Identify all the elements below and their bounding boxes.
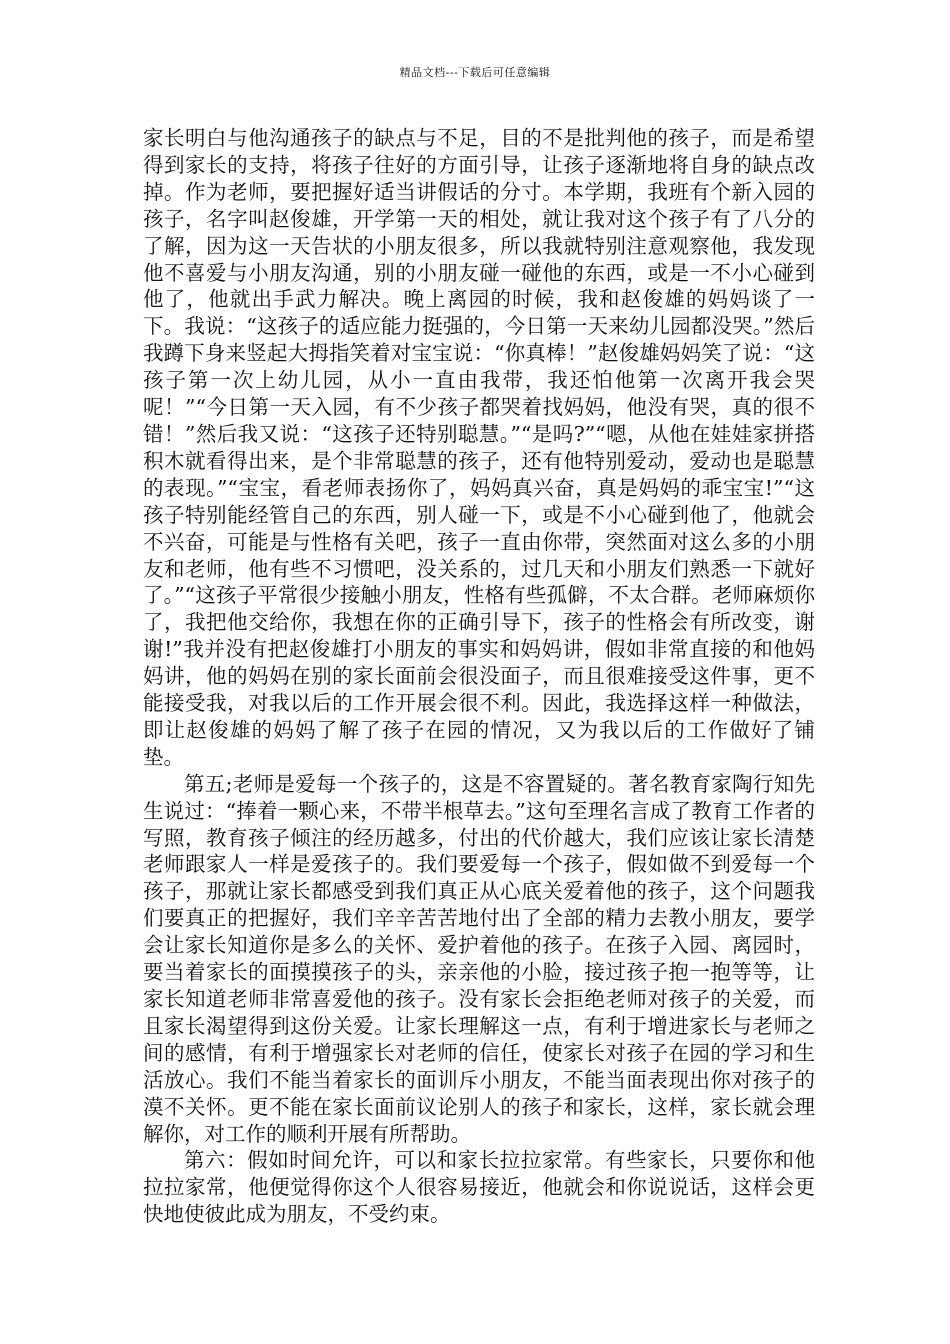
paragraph-fifth-point: 第五;老师是爱每一个孩子的，这是不容置疑的。著名教育家陶行知先生说过：“捧着一颗心来，不带半根草去。”这句至理名言成了教育工作者的写照，教育孩子倾注的经历越多，付出的代价越大，我们应该让家长清楚老师跟家人一样是爱孩子的。我们要爱每一个孩子，假如做不到爱每一个孩子，那就让家长都感受到我们真正从心底关爱着他的孩子，这个问题我们要真正的把握好，我们辛辛苦苦地付出了全部的精力去教小朋友，要学会让家长知道你是多么的关怀、爱护着他的孩子。在孩子入园、离园时，要当着家长的面摸摸孩子的头，亲亲他的小脸，接过孩子抱一抱等等，让家长知道老师非常喜爱他的孩子。没有家长会拒绝老师对孩子的关爱，而且家长渴望得到这份关爱。让家长理解这一点，有利于增进家长与老师之间的感情，有利于增强家长对老师的信任，使家长对孩子在园的学习和生活放心。我们不能当着家长的面训斥小朋友，不能当面表现出你对孩子的漠不关怀。更不能在家长面前议论别人的孩子和家长，这样，家长就会理解你，对工作的顺利开展有所帮助。 [143, 771, 815, 1146]
document-body [143, 125, 815, 1228]
paragraph-parent-communication: 家长明白与他沟通孩子的缺点与不足，目的不是批判他的孩子，而是希望得到家长的支持，将孩子往好的方面引导，让孩子逐渐地将自身的缺点改掉。作为老师，要把握好适当讲假话的分寸。本学期，我班有个新入园的孩子，名字叫赵俊雄，开学第一天的相处，就让我对这个孩子有了八分的了解，因为这一天告状的小朋友很多，所以我就特别注意观察他，我发现他不喜爱与小朋友沟通，别的小朋友碰一碰他的东西，或是一不小心碰到他了，他就出手武力解决。晚上离园的时候，我和赵俊雄的妈妈谈了一下。我说：“这孩子的适应能力挺强的，今日第一天来幼儿园都没哭。”然后我蹲下身来竖起大拇指笑着对宝宝说：“你真棒！”赵俊雄妈妈笑了说：“这孩子第一次上幼儿园，从小一直由我带，我还怕他第一次离开我会哭呢！”“今日第一天入园，有不少孩子都哭着找妈妈，他没有哭，真的很不错！”然后我又说：“这孩子还特别聪慧。”“是吗?”“嗯，从他在娃娃家拼搭积木就看得出来，是个非常聪慧的孩子，还有他特别爱动，爱动也是聪慧的表现。”“宝宝，看老师表扬你了，妈妈真兴奋，真是妈妈的乖宝宝!”“这孩子特别能经管自己的东西，别人碰一下，或是不小心碰到他了，他就会不兴奋，可能是与性格有关吧，孩子一直由你带，突然面对这么多的小朋友和老师，他有些不习惯吧，没关系的，过几天和小朋友们熟悉一下就好了。”“这孩子平常很少接触小朋友，性格有些孤僻，不太合群。老师麻烦你了，我把他交给你，我想在你的正确引导下，孩子的性格会有所改变，谢谢!”我并没有把赵俊雄打小朋友的事实和妈妈讲，假如非常直接的和他妈妈讲，他的妈妈在别的家长面前会很没面子，而且很难接受这件事，更不能接受我，对我以后的工作开展会很不利。因此，我选择这样一种做法，即让赵俊雄的妈妈了解了孩子在园的情况，又为我以后的工作做好了铺垫。 [143, 126, 815, 769]
page-header: 精品文档---下载后可任意编辑 [399, 66, 551, 79]
paragraph-sixth-point: 第六：假如时间允许，可以和家长拉拉家常。有些家长，只要你和他拉拉家常，他便觉得你这个人很容易接近，他就会和你说说话，这样会更快地使彼此成为朋友，不受约束。 [143, 1148, 815, 1227]
